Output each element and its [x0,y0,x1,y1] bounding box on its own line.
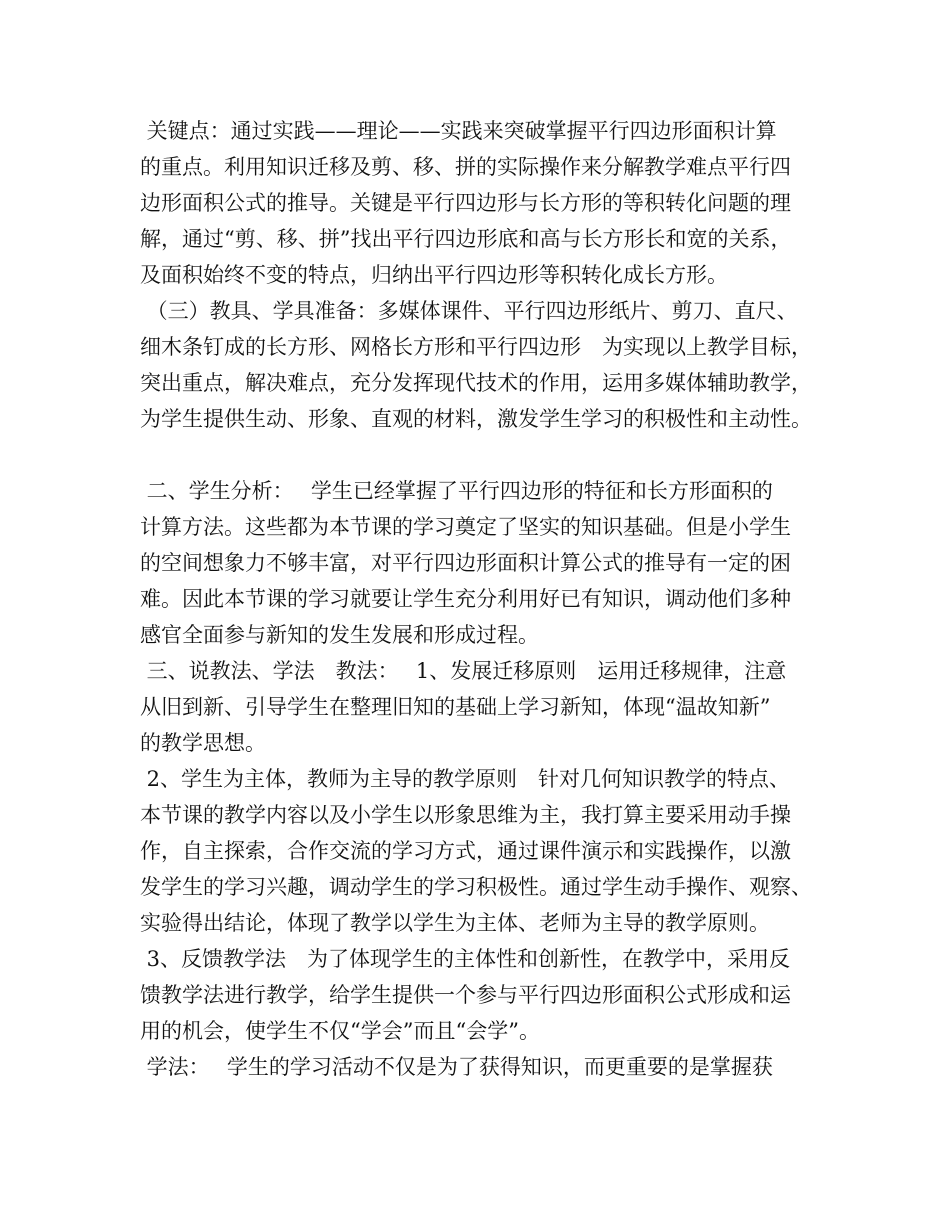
paragraph-line: 作，自主探索，合作交流的学习方式，通过课件演示和实践操作，以激 [140,839,791,863]
paragraph-line: 为学生提供生动、形象、直观的材料，激发学生学习的积极性和主动性。 [140,407,812,431]
paragraph-line: 解，通过“剪、移、拼”找出平行四边形底和高与长方形长和宽的关系， [140,227,792,251]
paragraph-line: 馈教学法进行教学，给学生提供一个参与平行四边形面积公式形成和运 [140,983,791,1007]
paragraph-line: 的空间想象力不够丰富，对平行四边形面积计算公式的推导有一定的困 [140,551,791,575]
paragraph-line: 感官全面参与新知的发生发展和形成过程。 [140,623,539,647]
paragraph-line: 学法： 学生的学习活动不仅是为了获得知识，而更重要的是掌握获 [140,1055,773,1079]
paragraph-line: 突出重点，解决难点，充分发挥现代技术的作用，运用多媒体辅助教学， [140,371,812,395]
paragraph-line: 关键点：通过实践——理论——实践来突破掌握平行四边形面积计算 [140,119,777,143]
paragraph-line: 本节课的教学内容以及小学生以形象思维为主，我打算主要采用动手操 [140,803,791,827]
paragraph-line: 发学生的学习兴趣，调动学生的学习积极性。通过学生动手操作、观察、 [140,875,812,899]
paragraph-line: 边形面积公式的推导。关键是平行四边形与长方形的等积转化问题的理 [140,191,791,215]
paragraph-line: 及面积始终不变的特点，归纳出平行四边形等积转化成长方形。 [140,263,728,287]
paragraph-line: 的重点。利用知识迁移及剪、移、拼的实际操作来分解教学难点平行四 [140,155,791,179]
paragraph-line: 三、说教法、学法 教法： 1、发展迁移原则 运用迁移规律，注意 [140,659,787,683]
paragraph-line: 的教学思想。 [140,731,266,755]
paragraph-line: 细木条钉成的长方形、网格长方形和平行四边形 为实现以上教学目标， [140,335,812,359]
paragraph-line: 2、学生为主体，教师为主导的教学原则 针对几何知识教学的特点、 [140,767,791,791]
paragraph-line: 难。因此本节课的学习就要让学生充分利用好已有知识，调动他们多种 [140,587,791,611]
paragraph-line: 实验得出结论，体现了教学以学生为主体、老师为主导的教学原则。 [140,911,770,935]
paragraph-line: 计算方法。这些都为本节课的学习奠定了坚实的知识基础。但是小学生 [140,515,791,539]
paragraph-line: 3、反馈教学法 为了体现学生的主体性和创新性，在教学中，采用反 [140,947,791,971]
paragraph-line: 从旧到新、引导学生在整理旧知的基础上学习新知，体现“温故知新” [140,695,771,719]
paragraph-line: 二、学生分析： 学生已经掌握了平行四边形的特征和长方形面积的 [140,479,773,503]
paragraph-line: （三）教具、学具准备：多媒体课件、平行四边形纸片、剪刀、直尺、 [140,299,798,323]
paragraph-line: 用的机会，使学生不仅“学会”而且“会学”。 [140,1019,540,1043]
